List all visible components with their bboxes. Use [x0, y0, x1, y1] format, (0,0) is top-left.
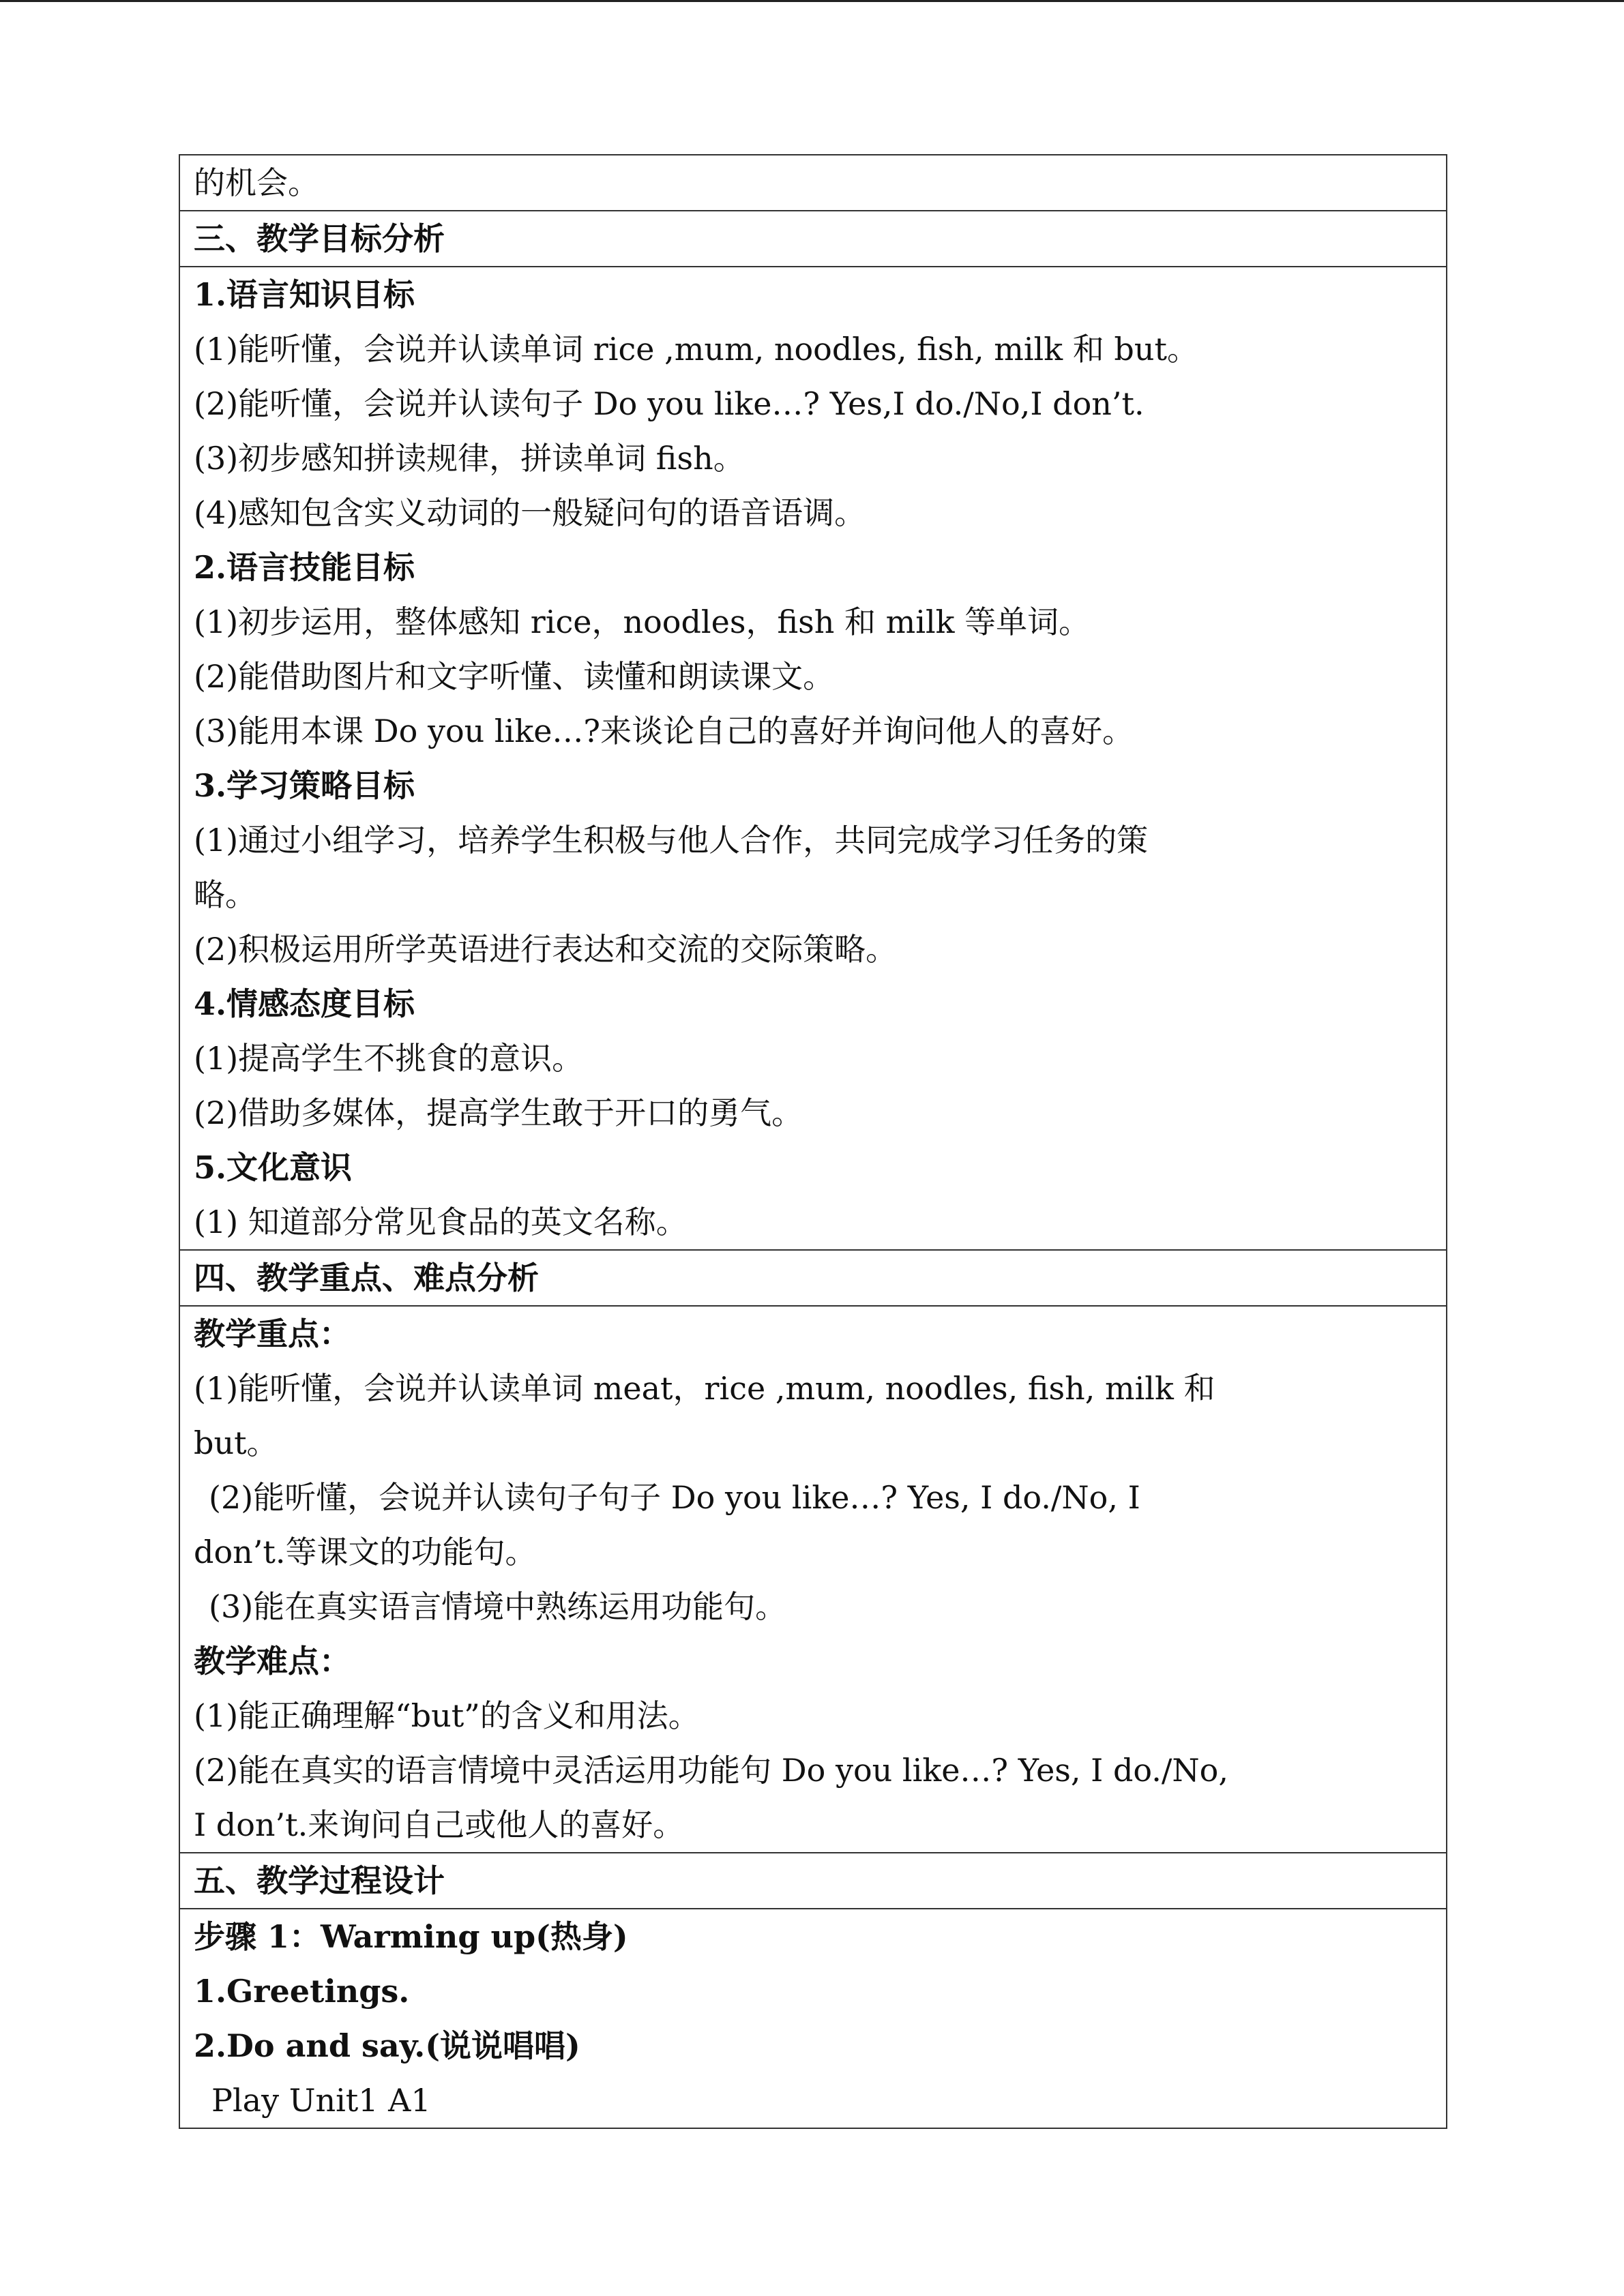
page-top-border — [0, 0, 1624, 2]
table-row-section-4-body — [180, 1305, 1446, 1852]
heading-line: 1.语言知识目标 — [194, 276, 415, 313]
heading-line: 2.Do and say.(说说唱唱) — [194, 2027, 580, 2064]
lesson-plan-table — [179, 154, 1447, 2129]
table-row-section-5-header — [180, 1852, 1446, 1908]
text-line: (1)通过小组学习，培养学生积极与他人合作，共同完成学习任务的策 — [194, 822, 1149, 859]
heading-line: 三、教学目标分析 — [194, 220, 445, 257]
text-line: (3)初步感知拼读规律，拼读单词 fish。 — [194, 440, 745, 477]
text-line: (1)能听懂，会说并认读单词 meat，rice ,mum, noodles, fish, milk 和 — [194, 1370, 1215, 1407]
text-line: (2)能借助图片和文字听懂、读懂和朗读课文。 — [194, 658, 835, 695]
heading-line: 四、教学重点、难点分析 — [194, 1259, 539, 1296]
text-line: (2)能听懂，会说并认读句子句子 Do you like…? Yes, I do./No, I — [209, 1479, 1140, 1516]
text-line: (1)能正确理解“but”的含义和用法。 — [194, 1697, 700, 1734]
heading-line: 3.学习策略目标 — [194, 767, 415, 804]
text-line: 的机会。 — [194, 164, 319, 201]
text-line: (2)借助多媒体，提高学生敢于开口的勇气。 — [194, 1094, 803, 1131]
table-row-section-3-header — [180, 210, 1446, 266]
table-row-section-4-header — [180, 1249, 1446, 1305]
text-line: don’t.等课文的功能句。 — [194, 1534, 537, 1570]
text-line: (3)能在真实语言情境中熟练运用功能句。 — [209, 1588, 787, 1625]
text-line: (3)能用本课 Do you like…?来谈论自己的喜好并询问他人的喜好。 — [194, 713, 1134, 749]
heading-line: 教学难点： — [194, 1643, 351, 1680]
heading-line: 4.情感态度目标 — [194, 985, 415, 1022]
table-row-section-3-body — [180, 266, 1446, 1249]
text-line: (2)能听懂，会说并认读句子 Do you like…? Yes,I do./No,I don’t. — [194, 385, 1145, 422]
heading-line: 步骤 1：Warming up(热身) — [194, 1918, 628, 1955]
table-row-section-5-body — [180, 1908, 1446, 2128]
heading-line: 2.语言技能目标 — [194, 549, 415, 586]
heading-line: 1.Greetings. — [194, 1973, 410, 2010]
text-line: (1)提高学生不挑食的意识。 — [194, 1040, 584, 1077]
text-line: but。 — [194, 1425, 278, 1461]
text-line: (1) 知道部分常见食品的英文名称。 — [194, 1204, 688, 1240]
text-line: 略。 — [194, 876, 256, 913]
table-row-continuation — [180, 155, 1446, 210]
text-line: (4)感知包含实义动词的一般疑问句的语音语调。 — [194, 494, 866, 531]
text-line: I don’t.来询问自己或他人的喜好。 — [194, 1806, 685, 1843]
heading-line: 5.文化意识 — [194, 1149, 353, 1186]
text-line: Play Unit1 A1 — [211, 2082, 431, 2119]
text-line: (2)积极运用所学英语进行表达和交流的交际策略。 — [194, 931, 898, 968]
heading-line: 五、教学过程设计 — [194, 1862, 445, 1899]
text-line: (2)能在真实的语言情境中灵活运用功能句 Do you like…? Yes, I do./No, — [194, 1752, 1228, 1789]
heading-line: 教学重点： — [194, 1315, 351, 1352]
text-line: (1)初步运用，整体感知 rice，noodles，fish 和 milk 等单词。 — [194, 603, 1091, 640]
text-line: (1)能听懂，会说并认读单词 rice ,mum, noodles, fish, milk 和 but。 — [194, 331, 1198, 368]
